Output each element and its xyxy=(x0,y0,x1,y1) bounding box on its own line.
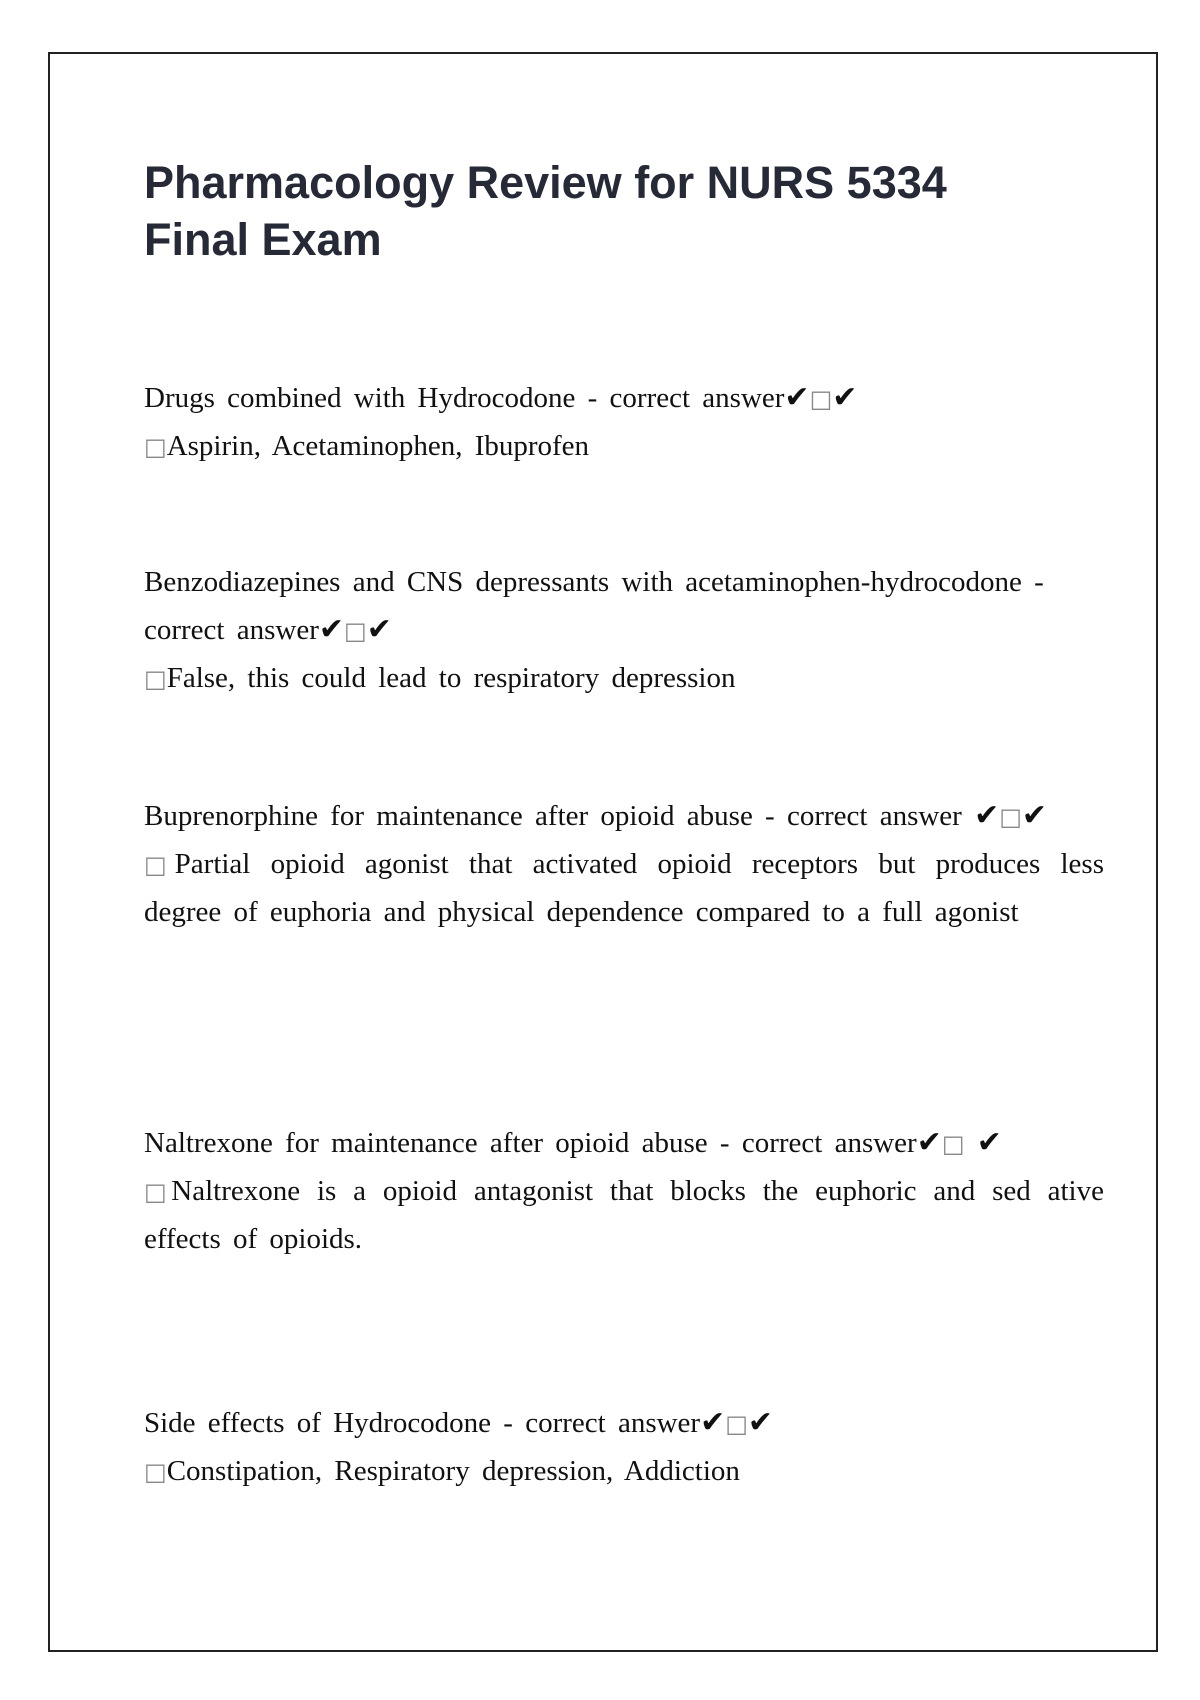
check-icon: ✔ xyxy=(318,612,345,647)
answer-3 xyxy=(144,841,1104,936)
question-4 xyxy=(144,1119,1104,1168)
answer-1 xyxy=(144,423,1104,471)
box-icon: □ xyxy=(144,1458,167,1486)
box-icon: □ xyxy=(344,617,367,645)
box-icon: □ xyxy=(941,1130,965,1158)
box-icon: □ xyxy=(809,385,833,413)
answer-text: Naltrexone is a opioid antagonist that blocks the euphoric and sed ative effects of opioids. xyxy=(144,1175,1104,1255)
check-icon: ✔ xyxy=(366,612,392,647)
answer-text: Partial opioid agonist that activated opioid receptors but produces less degree of euphoria and physical dependence compared to a full agonist xyxy=(144,848,1104,928)
question-5 xyxy=(144,1399,1104,1448)
check-icon: ✔ xyxy=(1021,798,1048,833)
question-3 xyxy=(144,792,1104,841)
check-icon: ✔ xyxy=(747,1405,774,1440)
answer-2 xyxy=(144,655,1104,703)
check-icon: ✔ xyxy=(784,380,810,415)
qa-item-5 xyxy=(144,1399,1104,1496)
document-page xyxy=(48,52,1158,1652)
question-text: Side effects of Hydrocodone - correct answer xyxy=(144,1407,701,1439)
box-icon: □ xyxy=(144,665,167,693)
question-2 xyxy=(144,559,1104,655)
question-text: Benzodiazepines and CNS depressants with acetaminophen-hydrocodone - correct answer xyxy=(144,566,1044,646)
check-icon: ✔ xyxy=(976,1125,1002,1160)
answer-text: Aspirin, Acetaminophen, Ibuprofen xyxy=(166,430,590,462)
question-1 xyxy=(144,374,1104,423)
qa-item-1 xyxy=(144,374,1104,471)
question-text: Buprenorphine for maintenance after opioid abuse - correct answer xyxy=(144,800,962,832)
answer-5 xyxy=(144,1448,1104,1496)
answer-text: False, this could lead to respiratory depression xyxy=(166,662,736,694)
check-icon: ✔ xyxy=(700,1405,726,1440)
qa-item-4 xyxy=(144,1119,1104,1263)
check-icon: ✔ xyxy=(832,380,858,415)
box-icon: □ xyxy=(144,433,167,461)
question-text: Drugs combined with Hydrocodone - correct answer xyxy=(144,382,785,414)
box-icon: □ xyxy=(144,851,175,879)
document-title: Pharmacology Review for NURS 5334 Final Exam xyxy=(144,157,947,265)
box-icon: □ xyxy=(725,1410,748,1438)
qa-item-3 xyxy=(144,792,1104,936)
answer-text: Constipation, Respiratory depression, Addiction xyxy=(166,1455,740,1487)
box-icon: □ xyxy=(144,1178,172,1206)
box-icon: □ xyxy=(999,803,1022,831)
question-text: Naltrexone for maintenance after opioid abuse - correct answer xyxy=(144,1127,917,1159)
check-icon: ✔ xyxy=(974,798,1000,833)
qa-item-2 xyxy=(144,559,1104,703)
answer-4 xyxy=(144,1168,1104,1263)
check-icon: ✔ xyxy=(916,1125,942,1160)
